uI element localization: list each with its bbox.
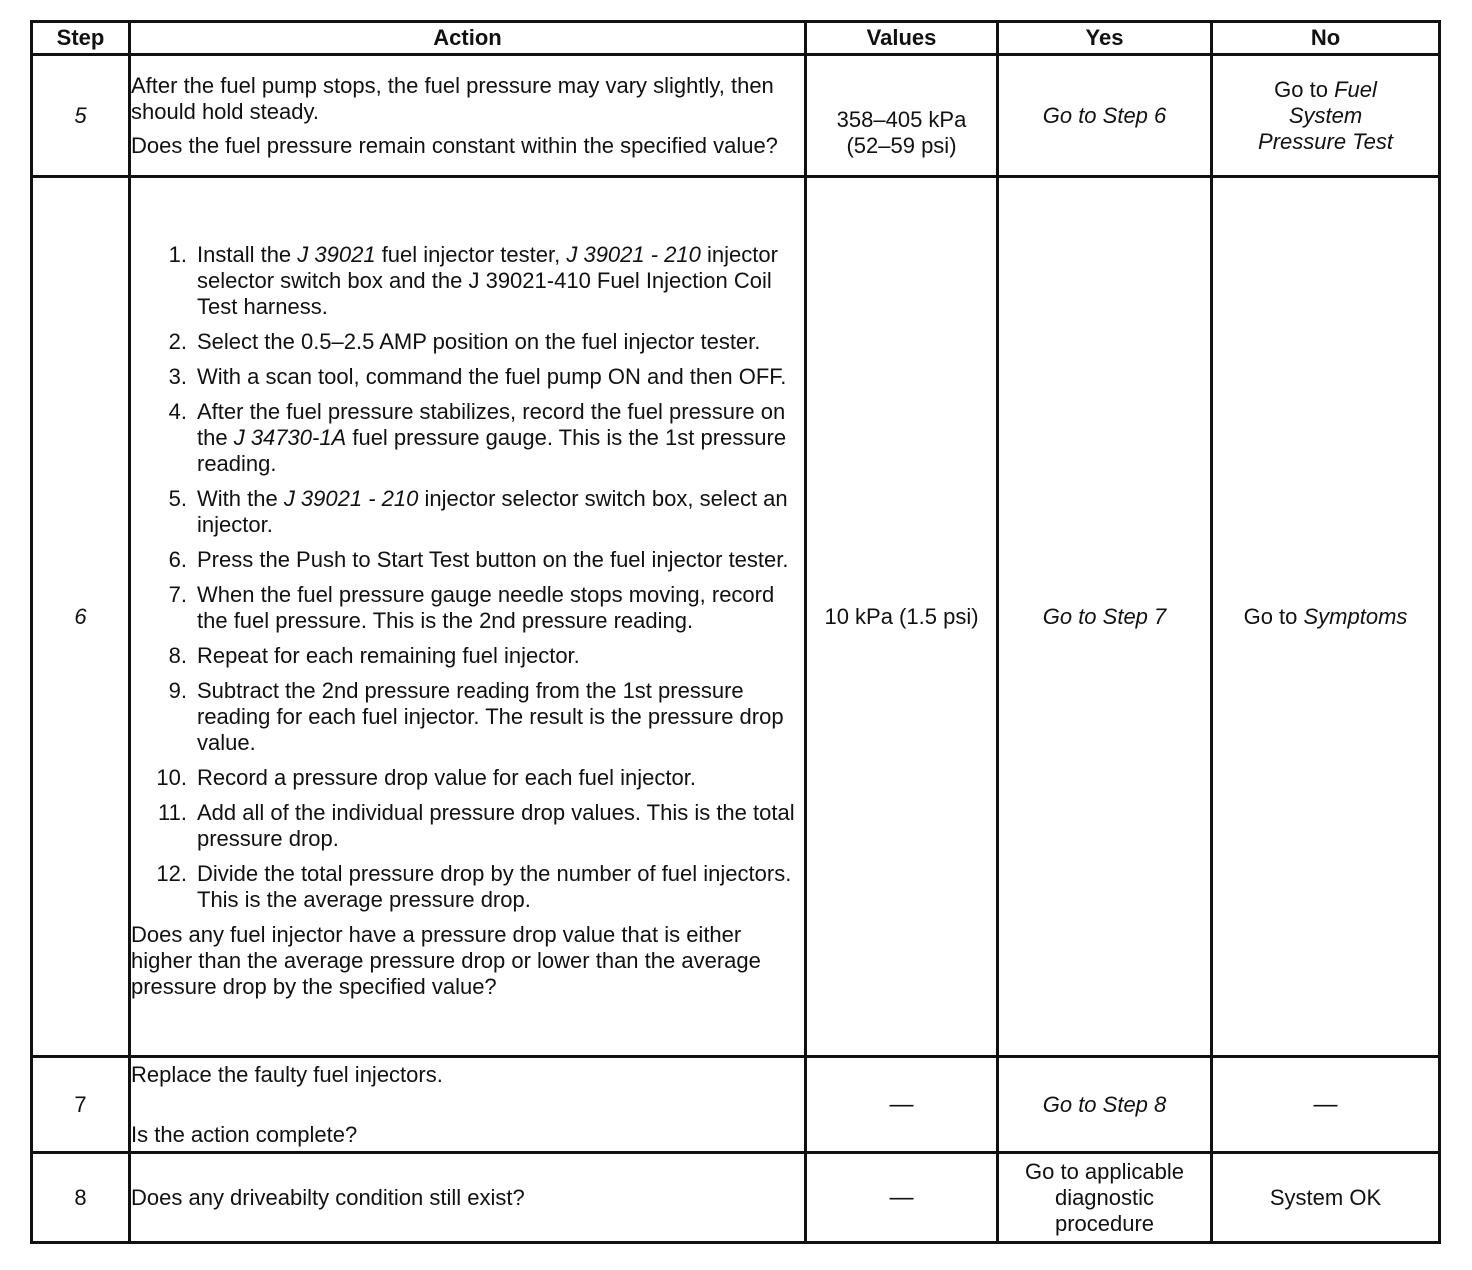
- action-text: Replace the faulty fuel injectors.: [131, 1061, 443, 1087]
- values-cell: —: [806, 1153, 998, 1243]
- yes-cell: Go to Step 8: [998, 1057, 1212, 1153]
- step-number: 8: [32, 1153, 130, 1243]
- action-cell: [130, 177, 806, 1057]
- table-row-step-6: [32, 177, 1440, 1057]
- header-yes: Yes: [998, 22, 1212, 55]
- no-cell: System OK: [1212, 1153, 1440, 1243]
- step-number: 7: [32, 1057, 130, 1153]
- action-question: Does any driveabilty condition still exist?: [131, 1184, 525, 1210]
- no-cell: —: [1212, 1057, 1440, 1153]
- header-step: Step: [32, 22, 130, 55]
- list-item: 2. Select the 0.5–2.5 AMP position on the fuel injector tester.: [168, 328, 761, 354]
- procedure-list: [131, 242, 804, 913]
- table-row-step-7: [32, 1057, 1440, 1153]
- table-row-step-8: [32, 1153, 1440, 1243]
- action-text: After the fuel pump stops, the fuel pressure may vary slightly, then should hold steady.: [131, 72, 774, 124]
- no-prefix: Go to: [1243, 603, 1304, 629]
- no-cell: [1212, 177, 1440, 1057]
- values-cell: 10 kPa (1.5 psi): [806, 177, 998, 1057]
- list-item: 12. Divide the total pressure drop by the number of fuel injectors. This is the average pressure drop.: [156, 860, 792, 912]
- list-item: 6. Press the Push to Start Test button on the fuel injector tester.: [168, 546, 789, 572]
- list-item: 11. Add all of the individual pressure drop values. This is the total pressure drop.: [158, 799, 795, 851]
- yes-cell: Go to applicable diagnostic procedure: [998, 1153, 1212, 1243]
- values-cell: [806, 55, 998, 177]
- list-item: 8. Repeat for each remaining fuel injector.: [168, 642, 580, 668]
- header-no: No: [1212, 22, 1440, 55]
- no-prefix: Go to: [1274, 76, 1335, 102]
- list-item: 3. With a scan tool, command the fuel pump ON and then OFF.: [168, 363, 787, 389]
- step-number: 5: [32, 55, 130, 177]
- action-question: Does the fuel pressure remain constant within the specified value?: [131, 132, 778, 158]
- header-values: Values: [806, 22, 998, 55]
- action-cell: [130, 55, 806, 177]
- action-cell: [130, 1153, 806, 1243]
- no-link-text: Fuel System Pressure Test: [1258, 76, 1393, 154]
- header-action: Action: [130, 22, 806, 55]
- action-cell: [130, 1057, 806, 1153]
- list-item: 10. Record a pressure drop value for each fuel injector.: [156, 764, 696, 790]
- list-item: 7. When the fuel pressure gauge needle stops moving, record the fuel pressure. This is the 2nd pressure reading.: [168, 581, 775, 633]
- no-cell: [1212, 55, 1440, 177]
- list-item: 4. After the fuel pressure stabilizes, record the fuel pressure on the J 34730-1A fuel pressure gauge. This is the 1st pressure reading.: [168, 398, 787, 476]
- yes-cell: Go to Step 6: [998, 55, 1212, 177]
- action-question: Does any fuel injector have a pressure drop value that is either higher than the average pressure drop or lower than the average pressure drop by the specified value?: [131, 921, 761, 999]
- no-link-text: Symptoms: [1303, 603, 1408, 629]
- values-cell: —: [806, 1057, 998, 1153]
- list-item: 1. Install the J 39021 fuel injector tester, J 39021 - 210 injector selector switch box and the J 39021-410 Fuel Injection Coil Test harness.: [168, 241, 778, 319]
- step-number: 6: [32, 177, 130, 1057]
- header-row: [32, 22, 1440, 55]
- values-psi: (52–59 psi): [846, 132, 957, 158]
- table-row-step-5: [32, 55, 1440, 177]
- values-kpa: 358–405 kPa: [836, 106, 967, 132]
- list-item: 5. With the J 39021 - 210 injector selector switch box, select an injector.: [168, 485, 788, 537]
- list-item: 9. Subtract the 2nd pressure reading from the 1st pressure reading for each fuel injector. The result is the pressure drop value.: [168, 677, 784, 755]
- yes-cell: Go to Step 7: [998, 177, 1212, 1057]
- diagnostic-table: [30, 20, 1441, 1244]
- action-question: Is the action complete?: [131, 1121, 358, 1147]
